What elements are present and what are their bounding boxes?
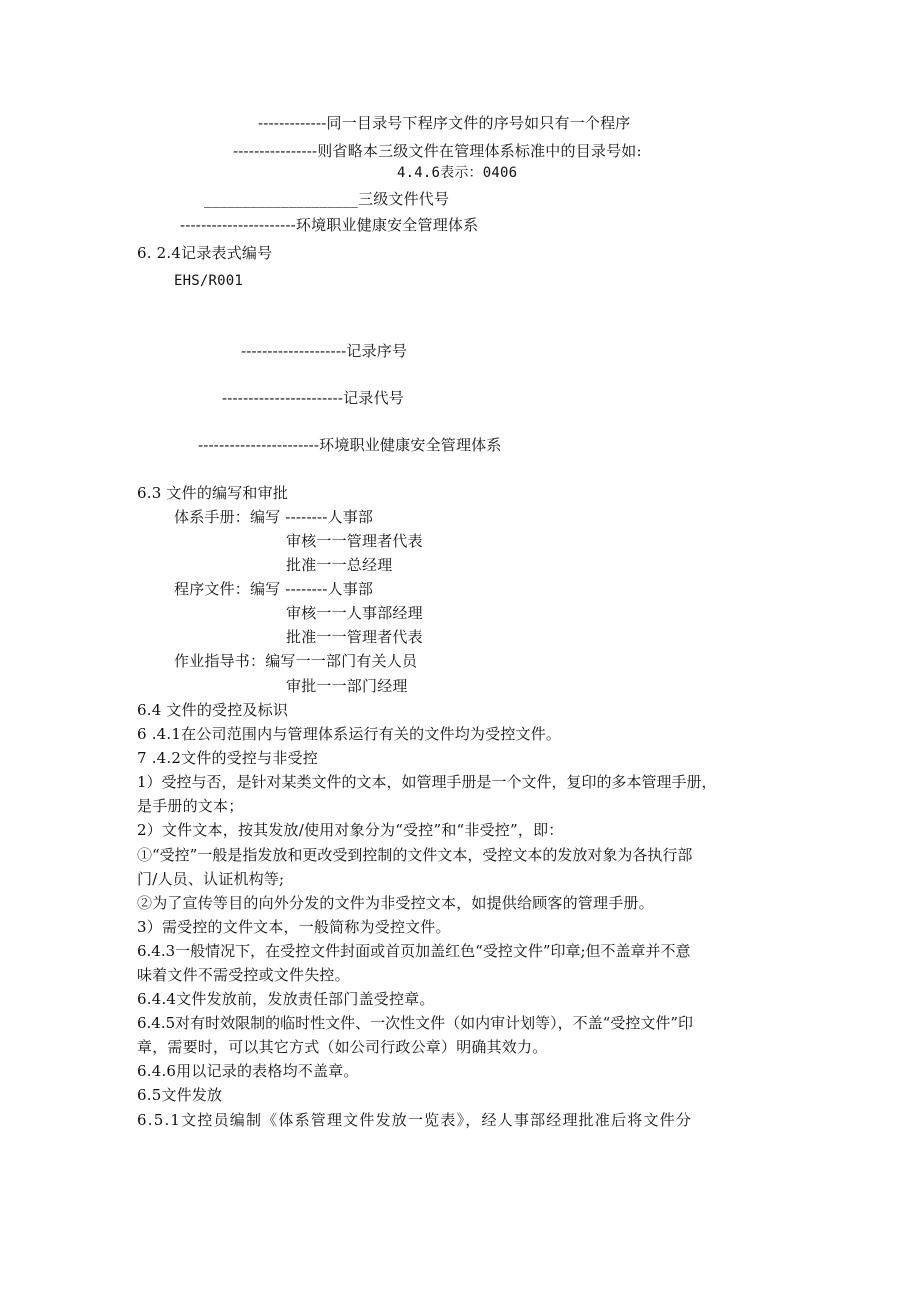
procedure-review: 审核一一人事部经理 <box>286 604 423 622</box>
work-instruction-approve: 审批一一部门经理 <box>286 677 408 695</box>
paragraph-643-line-1: 6.4.3一般情况下，在受控文件封面或首页加盖红色“受控文件”印章;但不盖章并不意 <box>137 942 691 960</box>
item-2: 2）文件文本，按其发放/使用对象分为“受控”和“非受控”，即： <box>137 821 564 839</box>
work-instruction-compile: 作业指导书：编写一一部门有关人员 <box>174 652 418 670</box>
circle-1-line-2: 门/人员、认证机构等; <box>137 870 285 888</box>
ehs-system-label-1: ----------------------环境职业健康安全管理体系 <box>180 216 479 234</box>
section-624-heading: 6. 2.4记录表式编号 <box>137 244 273 262</box>
paragraph-641: 6 .4.1在公司范围内与管理体系运行有关的文件均为受控文件。 <box>137 725 562 743</box>
item-1-line-2: 是手册的文本； <box>137 797 244 815</box>
ehs-system-label-2: -----------------------环境职业健康安全管理体系 <box>198 436 502 454</box>
procedure-approve: 批准一一管理者代表 <box>286 628 423 646</box>
paragraph-642: 7 .4.2文件的受控与非受控 <box>137 749 318 767</box>
paragraph-645-line-1: 6.4.5对有时效限制的临时性文件、一次性文件（如内审计划等），不盖“受控文件”印 <box>137 1014 694 1032</box>
section-65-heading: 6.5文件发放 <box>137 1086 223 1104</box>
item-1-line-1: 1）受控与否，是针对某类文件的文本，如管理手册是一个文件，复印的多本管理手册， <box>137 773 717 791</box>
record-serial-label: --------------------记录序号 <box>241 342 408 360</box>
third-level-code-label: ____________________三级文件代号 <box>204 190 450 208</box>
record-code-label: -----------------------记录代号 <box>222 389 404 407</box>
item-3: 3）需受控的文件文本，一般简称为受控文件。 <box>137 918 451 936</box>
circle-1-line-1: ①“受控”一般是指发放和更改受到控制的文件文本，受控文本的发放对象为各执行部 <box>137 846 693 864</box>
manual-compile: 体系手册：编写 --------人事部 <box>174 508 374 526</box>
paragraph-651: 6.5.1文控员编制《体系管理文件发放一览表》，经人事部经理批准后将文件分 <box>137 1111 693 1129</box>
numbering-example: 4.4.6表示：0406 <box>397 165 518 181</box>
paragraph-646: 6.4.6用以记录的表格均不盖章。 <box>137 1062 359 1080</box>
numbering-note-line-2: ----------------则省略本三级文件在管理体系标准中的目录号如: <box>233 142 642 160</box>
section-64-heading: 6.4 文件的受控及标识 <box>137 701 289 719</box>
procedure-compile: 程序文件：编写 --------人事部 <box>174 580 374 598</box>
paragraph-643-line-2: 味着文件不需受控或文件失控。 <box>137 966 350 984</box>
numbering-note-line-1: -------------同一目录号下程序文件的序号如只有一个程序 <box>258 114 631 132</box>
circle-2: ②为了宣传等目的向外分发的文件为非受控文本，如提供给顾客的管理手册。 <box>137 894 654 912</box>
manual-approve: 批准一一总经理 <box>286 556 393 574</box>
manual-review: 审核一一管理者代表 <box>286 532 423 550</box>
record-code-example: EHS/R001 <box>174 273 244 289</box>
paragraph-644: 6.4.4文件发放前，发放责任部门盖受控章。 <box>137 990 435 1008</box>
paragraph-645-line-2: 章，需要时，可以其它方式（如公司行政公章）明确其效力。 <box>137 1038 548 1056</box>
section-63-heading: 6.3 文件的编写和审批 <box>137 484 289 502</box>
